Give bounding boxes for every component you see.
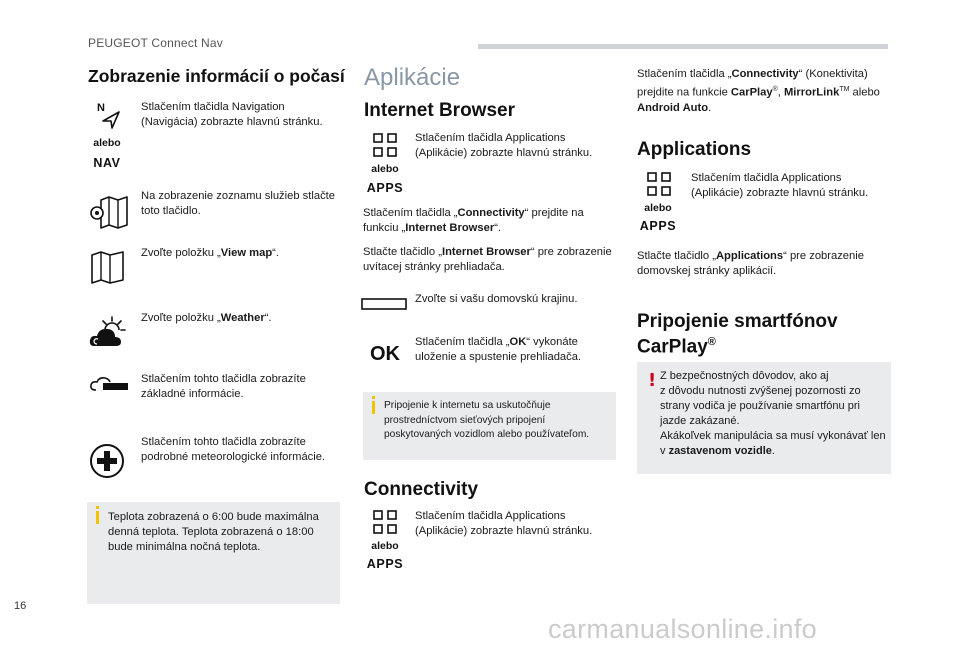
intro-mid2: , <box>777 86 784 99</box>
header-bar <box>478 44 888 49</box>
weather-step-3 <box>141 246 341 261</box>
s2-post: “. <box>494 222 502 234</box>
nav-key: NAV <box>93 156 121 170</box>
step-4-pre: Zvoľte položku „ <box>141 312 221 324</box>
header-title: PEUGEOT Connect Nav <box>88 36 223 50</box>
weather-step-2: Na zobrazenie zoznamu služieb stlačte toto tlačidlo. <box>141 190 336 217</box>
cloud-bar-icon <box>89 375 129 398</box>
internet-step-2 <box>363 206 613 236</box>
connectivity-label: Connectivity <box>457 207 525 219</box>
ok-label: OK <box>509 336 527 348</box>
carplay-heading-line-1: Pripojenie smartfónov <box>637 311 838 332</box>
connectivity-heading: Connectivity <box>364 479 479 500</box>
plus-circle-icon <box>89 443 125 484</box>
svg-text:N: N <box>97 102 105 114</box>
internet-browser-heading: Internet Browser <box>364 100 515 121</box>
step-3-pre: Zvoľte položku „ <box>141 247 221 259</box>
weather-step-4 <box>141 311 341 326</box>
internet-browser-label: Internet Browser <box>405 222 495 234</box>
carplay-label: CarPlay <box>730 86 773 99</box>
weather-label: Weather <box>220 312 265 324</box>
apps-grid-icon <box>373 510 397 539</box>
stopped-vehicle-label: zastavenom vozidle <box>668 445 772 457</box>
a2-pre: Stlačte tlačidlo „ <box>637 250 716 262</box>
warn-post: . <box>771 445 775 457</box>
intro-mid3: alebo <box>849 86 880 99</box>
warning-note-carplay <box>637 362 891 474</box>
or-label: alebo <box>371 163 399 175</box>
or-label: alebo <box>644 202 672 214</box>
weather-step-1 <box>141 100 341 130</box>
s3-post: “ pre zobrazenie uvítacej stránky prehliadača. <box>363 246 612 273</box>
info-icon <box>96 511 99 524</box>
or-label: alebo <box>371 540 399 552</box>
weather-step-6: Stlačením tohto tlačidla zobrazíte podrobné meteorologické informácie. <box>141 436 326 463</box>
apps-key: APPS <box>366 557 404 571</box>
applications-step-1: Stlačením tlačidla Applications (Aplikácie) zobrazte hlavnú stránku. <box>691 172 869 199</box>
info-note-temperature <box>87 502 340 604</box>
applications-label: Applications <box>715 250 784 262</box>
connectivity-step-1: Stlačením tlačidla Applications (Aplikácie) zobrazte hlavnú stránku. <box>415 510 593 537</box>
apps-grid-icon <box>373 133 397 162</box>
internet-step-5 <box>415 335 615 365</box>
weather-heading: Zobrazenie informácií o počasí <box>88 66 345 86</box>
intro-pre: Stlačením tlačidla „ <box>637 68 732 80</box>
view-map-label: View map <box>220 247 273 259</box>
carplay-heading: Pripojenie smartfónov CarPlay® <box>637 311 838 358</box>
carplay-heading-line-2: CarPlay <box>637 336 708 358</box>
step-3-post: “. <box>272 247 279 259</box>
apps-heading: Aplikácie <box>364 64 461 91</box>
map-settings-icon <box>89 196 129 235</box>
a2-post: “ pre zobrazenie domovskej stránky aplikácií. <box>637 250 864 277</box>
internet-step-3 <box>363 245 613 275</box>
internet-step-1: Stlačením tlačidla Applications (Aplikácie) zobrazte hlavnú stránku. <box>415 132 593 159</box>
s5-post: “ vykonáte uloženie a spustenie prehliadača. <box>415 336 582 363</box>
navigation-arrow-icon <box>97 101 123 138</box>
or-label: alebo <box>93 137 121 149</box>
warn-line-2: z dôvodu nutnosti zvýšenej pozornosti zo strany vodiča je používanie smartfónu pri jazde zakázané. <box>660 385 861 427</box>
page-number: 16 <box>14 600 27 612</box>
weather-icon <box>88 316 128 357</box>
note-text: Teplota zobrazená o 6:00 bude maximálna denná teplota. Teplota zobrazená o 18:00 bude minimálna nočná teplota. <box>108 511 319 553</box>
warning-text <box>660 369 888 459</box>
s2-mid: “ prejdite na funkciu „ <box>363 207 584 234</box>
watermark: carmanualsonline.info <box>548 614 817 644</box>
note-text: Pripojenie k internetu sa uskutočňuje prostredníctvom sieťových pripojení poskytovaných vozidlom alebo používateľom. <box>384 400 590 440</box>
mirrorlink-label: MirrorLink <box>783 86 840 99</box>
intro-mid1: “ (Konektivita) prejdite na funkcie <box>637 68 868 99</box>
view-map-icon <box>90 251 126 290</box>
ok-key: OK <box>370 343 400 365</box>
s5-pre: Stlačením tlačidla „ <box>415 336 510 348</box>
weather-step-1-text: Stlačením tlačidla Navigation (Navigácia) zobrazte hlavnú stránku. <box>141 101 323 128</box>
info-icon <box>372 401 375 414</box>
warn-line-1: Z bezpečnostných dôvodov, ako aj <box>660 370 829 382</box>
s3-pre: Stlačte tlačidlo „ <box>363 246 442 258</box>
applications-heading: Applications <box>637 139 752 160</box>
s2-pre: Stlačením tlačidla „ <box>363 207 458 219</box>
internet-browser-label-2: Internet Browser <box>441 246 531 258</box>
apps-grid-icon <box>647 172 671 201</box>
warn-line-3: Akákoľvek manipulácia sa musí vykonávať len v <box>660 430 886 457</box>
step-4-post: “. <box>264 312 272 324</box>
country-list-icon <box>361 297 407 315</box>
info-note-internet <box>363 392 616 460</box>
apps-key: APPS <box>639 219 677 233</box>
connectivity-intro: Stlačením tlačidla „Connectivity“ (Konektivita) prejdite na funkcie CarPlay®, MirrorLink™ alebo Android Auto. <box>637 68 880 114</box>
android-auto-label: Android Auto <box>637 101 709 114</box>
warning-exclamation-icon: ! <box>648 370 657 391</box>
connectivity-label: Connectivity <box>731 68 799 80</box>
internet-step-4: Zvoľte si vašu domovskú krajinu. <box>415 293 578 305</box>
apps-key: APPS <box>366 181 404 195</box>
applications-step-2 <box>637 249 892 279</box>
intro-post: . <box>708 101 712 114</box>
weather-step-5: Stlačením tohto tlačidla zobrazíte základné informácie. <box>141 373 306 400</box>
